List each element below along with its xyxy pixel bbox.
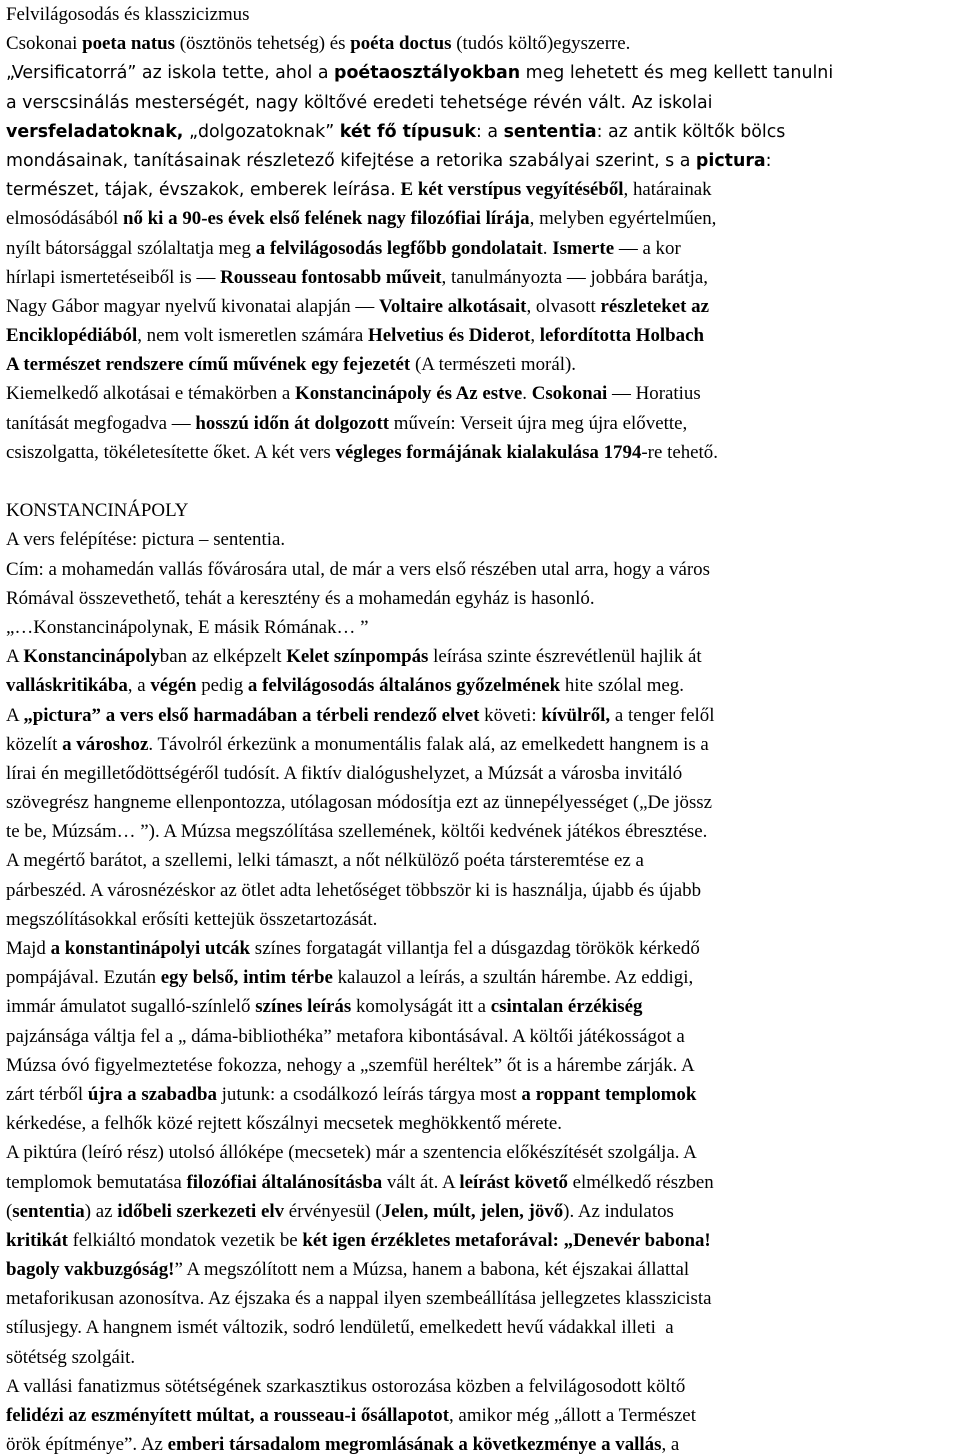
text-run: megszólításokkal erősíti kettejük összetartozását. xyxy=(6,908,378,930)
text-run: , olvasott xyxy=(526,295,601,317)
text-run: „…Konstancinápolynak, E másik Rómának… ” xyxy=(6,616,369,638)
text-run: sötétség szolgáit. xyxy=(6,1346,136,1368)
text-run: Felvilágosodás és klasszicizmus xyxy=(6,4,250,25)
text-run: Nagy Gábor magyar nyelvű kivonatai alapján — xyxy=(6,295,379,317)
text-run: Cím: a mohamedán vallás fővárosára utal, de már a vers első részében utal arra, hogy a város xyxy=(6,558,710,580)
text-run: : a xyxy=(476,121,504,142)
text-line xyxy=(6,1284,954,1313)
text-line xyxy=(6,817,954,846)
text-line xyxy=(6,1401,954,1430)
text-line xyxy=(6,175,954,204)
text-run: A megértő barátot, a szellemi, lelki támaszt, a nőt nélkülöző poéta társteremtése ez a xyxy=(6,850,644,872)
text-run: Majd xyxy=(6,938,51,959)
text-line xyxy=(6,1168,954,1197)
text-line xyxy=(6,992,954,1021)
text-run: Múzsa óvó figyelmeztetése fokozza, nehogy a „szemfül heréltek” őt is a hárembe zárják. A xyxy=(6,1054,695,1076)
text-line xyxy=(6,1109,954,1138)
text-run: lírai én megilletődöttségéről tudósít. A fiktív dialógushelyzet, a Múzsát a városba invitáló xyxy=(6,762,683,784)
text-line xyxy=(6,701,954,730)
text-run: felkiáltó mondatok vezetik be xyxy=(67,1229,303,1251)
text-line xyxy=(6,876,954,905)
text-line xyxy=(6,58,954,87)
text-run: — a kor xyxy=(614,237,681,259)
bold-text-run: versfeladatoknak, xyxy=(6,121,184,142)
text-run: Rómával összevethető, tehát a keresztény és a mohamedán egyház is hasonló. xyxy=(6,587,595,609)
text-run: „Versificatorrá” az iskola tette, ahol a xyxy=(6,63,335,84)
bold-text-run: bagoly vakbuzgóság! xyxy=(6,1259,175,1281)
text-line xyxy=(6,525,954,554)
text-line xyxy=(6,642,954,671)
text-run: . xyxy=(522,383,532,405)
bold-text-run: emberi társadalom megromlásának a következménye a vallás xyxy=(167,1434,662,1454)
text-line xyxy=(6,1313,954,1342)
text-run: — Horatius xyxy=(607,383,701,405)
text-run: csiszolgatta, tökéletesítette őket. A két vers xyxy=(6,441,336,463)
text-run: , tanulmányozta — jobbára barátja, xyxy=(441,266,709,288)
text-run: tanítását megfogadva — xyxy=(6,412,196,434)
bold-text-run: Helvetius és Diderot xyxy=(368,325,531,347)
bold-text-run: Csokonai xyxy=(531,383,608,405)
text-run: természet, tájak, évszakok, emberek leírása. xyxy=(6,180,396,201)
bold-text-run: Konstancinápoly xyxy=(23,646,160,668)
text-run: A vers felépítése: pictura – sententia. xyxy=(6,529,286,551)
text-line xyxy=(6,350,954,379)
text-run: meg lehetett és meg kellett tanulni xyxy=(520,63,834,84)
bold-text-run: a városhoz xyxy=(62,733,149,755)
text-run: pajzánsága váltja fel a „ dáma-bibliothéka” metafora kibontásával. A költői játékosságot a xyxy=(6,1025,685,1047)
bold-text-run: a felvilágosodás általános győzelmének xyxy=(247,675,561,697)
text-line xyxy=(6,905,954,934)
text-line xyxy=(6,204,954,233)
bold-text-run: végleges formájának kialakulása 1794 xyxy=(335,441,642,463)
text-line xyxy=(6,29,954,58)
bold-text-run: két igen érzékletes metaforával: „Denevér babona! xyxy=(302,1229,711,1251)
text-run: pedig xyxy=(196,675,248,697)
text-run: A vallási fanatizmus sötétségének szarkasztikus ostorozása közben a felvilágosodott költő xyxy=(6,1375,686,1397)
text-run: „dolgozatoknak” xyxy=(183,121,340,142)
text-run: . Távolról érkezünk a monumentális falak alá, az emelkedett hangnem is a xyxy=(148,733,709,755)
text-run: vált át. A xyxy=(382,1171,460,1193)
text-line xyxy=(6,788,954,817)
bold-text-run: sententia xyxy=(503,121,597,142)
text-run: metaforikusan azonosítva. Az éjszaka és a nappal ilyen szembeállítása jellegzetes klasszicista xyxy=(6,1288,712,1310)
text-run: mondásainak, tanításainak részletező kifejtése a retorika szabályai szerint, s a xyxy=(6,150,696,171)
text-line xyxy=(6,963,954,992)
text-run: nyílt bátorsággal szólaltatja meg xyxy=(6,237,256,259)
text-run: , amikor még „állott a Természet xyxy=(448,1405,696,1426)
text-run: (ösztönös tehetség) és xyxy=(175,33,351,55)
text-run: színes forgatagát villantja fel a dúsgazdag törökök kérkedő xyxy=(250,938,700,959)
text-run: , a xyxy=(127,675,151,697)
bold-text-run: pictura xyxy=(695,150,766,171)
text-run: kérkedése, a felhők közé rejtett kőszálnyi mecsetek meghökkentő mérete. xyxy=(6,1113,562,1135)
text-run: a tenger felől xyxy=(610,704,715,726)
bold-text-run: Kelet színpompás xyxy=(286,646,429,668)
text-line xyxy=(6,1080,954,1109)
bold-text-run: színes leírás xyxy=(255,996,352,1018)
text-line xyxy=(6,88,954,117)
bold-text-run: újra a szabadba xyxy=(87,1083,217,1105)
text-line xyxy=(6,1255,954,1284)
text-run: : az antik költők bölcs xyxy=(596,121,786,142)
text-run: : xyxy=(765,150,772,171)
bold-text-run: poeta natus xyxy=(82,33,175,55)
text-run: ) az xyxy=(84,1200,118,1222)
text-line xyxy=(6,730,954,759)
bold-text-run: valláskritikába xyxy=(6,675,128,697)
text-run: ” A megszólított nem a Múzsa, hanem a babona, két éjszakai állattal xyxy=(174,1259,690,1281)
bold-text-run: a felvilágosodás legfőbb gondolatait xyxy=(255,237,543,259)
bold-text-run: poétaosztályokban xyxy=(334,63,521,84)
text-run: KONSTANCINÁPOLY xyxy=(6,500,189,522)
bold-text-run: lefordította Holbach xyxy=(539,325,705,347)
text-line xyxy=(6,759,954,788)
text-line xyxy=(6,1138,954,1167)
text-line xyxy=(6,321,954,350)
text-line xyxy=(6,1051,954,1080)
text-line xyxy=(6,584,954,613)
text-line xyxy=(6,146,954,175)
text-line xyxy=(6,1372,954,1401)
text-run: ban az elképzelt xyxy=(159,646,287,668)
text-run: A xyxy=(6,646,24,668)
bold-text-run: nő ki a 90-es évek első felének nagy filozófiai lírája xyxy=(123,208,530,230)
text-line xyxy=(6,671,954,700)
bold-text-run: E két verstípus vegyítéséből xyxy=(400,179,624,201)
text-run: , xyxy=(530,325,540,347)
text-run: templomok bemutatása xyxy=(6,1171,187,1193)
text-line xyxy=(6,263,954,292)
text-run: komolyságát itt a xyxy=(351,996,491,1018)
bold-text-run: hosszú időn át dolgozott xyxy=(195,412,390,434)
text-run: zárt térből xyxy=(6,1083,88,1105)
text-run: A piktúra (leíró rész) utolsó állóképe (mecsetek) már a szentencia előkészítését szolgálja. A xyxy=(6,1142,697,1164)
text-line xyxy=(6,379,954,408)
bold-text-run: kritikát xyxy=(6,1229,68,1251)
text-run: leírása szinte észrevétlenül hajlik át xyxy=(428,646,702,668)
text-run: szövegrész hangneme ellenpontozza, utólagosan módosítja ezt az ünnepélyességet („De jössz xyxy=(6,792,713,814)
bold-text-run: Konstancinápoly és Az estve xyxy=(295,383,523,405)
text-line xyxy=(6,1343,954,1372)
bold-text-run: részleteket az xyxy=(600,295,709,317)
text-line xyxy=(6,496,954,525)
bold-text-run: két fő típusuk xyxy=(339,121,476,142)
text-line xyxy=(6,555,954,584)
text-run: műveín: Verseit újra meg újra elővette, xyxy=(389,412,688,434)
text-run: pompájával. Ezután xyxy=(6,967,161,989)
text-run: immár ámulatot sugalló-színlelő xyxy=(6,996,256,1018)
text-run: A xyxy=(6,704,24,726)
text-run: -re tehető. xyxy=(641,441,718,463)
text-run: hírlapi ismertetéseiből is — xyxy=(6,266,221,288)
bold-text-run: időbeli szerkezeti elv xyxy=(117,1200,285,1222)
text-run: ( xyxy=(6,1200,13,1222)
text-line xyxy=(6,613,954,642)
text-run: a verscsinálás mesterségét, nagy költővé eredeti tehetsége révén vált. xyxy=(6,92,627,113)
text-run: elmosódásából xyxy=(6,208,123,230)
blank-line xyxy=(6,467,954,496)
text-line xyxy=(6,1430,954,1454)
text-run: érvényesül ( xyxy=(284,1200,382,1222)
bold-text-run: Voltaire alkotásait xyxy=(378,295,527,317)
text-run: jutunk: a csodálkozó leírás tárgya most xyxy=(216,1083,522,1105)
text-run: közelít xyxy=(6,733,63,755)
text-run: kalauzol a leírás, a szultán hárembe. Az eddigi, xyxy=(332,967,694,989)
text-run: elmélkedő részben xyxy=(567,1171,714,1193)
bold-text-run: A természet rendszere című művének egy fejezetét xyxy=(6,354,411,376)
text-line xyxy=(6,1197,954,1226)
text-run: hite szólal meg. xyxy=(560,675,684,697)
text-run: örök építménye”. Az xyxy=(6,1434,168,1454)
text-run: , határainak xyxy=(623,179,712,201)
bold-text-run: végén xyxy=(150,675,197,697)
text-run: (tudós költő)egyszerre. xyxy=(451,33,631,55)
text-run: te be, Múzsám… ”). A Múzsa megszólítása szellemének, költői kedvének játékos ébresztése. xyxy=(6,821,708,843)
bold-text-run: a konstantinápolyi utcák xyxy=(50,938,251,959)
text-line xyxy=(6,234,954,263)
text-run: ). Az indulatos xyxy=(563,1200,674,1222)
text-line xyxy=(6,1226,954,1255)
bold-text-run: kívülről, xyxy=(541,704,611,726)
text-line xyxy=(6,409,954,438)
text-run: . xyxy=(542,237,553,259)
bold-text-run: „pictura” a vers első harmadában a térbeli rendező elvet xyxy=(23,704,480,726)
text-line xyxy=(6,292,954,321)
text-line xyxy=(6,438,954,467)
bold-text-run: Jelen, múlt, jelen, jövő xyxy=(381,1200,564,1222)
bold-text-run: egy belső, intim térbe xyxy=(160,967,333,989)
text-run: , nem volt ismeretlen számára xyxy=(137,325,369,347)
bold-text-run: Rousseau fontosabb műveit xyxy=(220,266,442,288)
bold-text-run: leírást követő xyxy=(459,1171,568,1193)
text-run: , a xyxy=(661,1434,680,1454)
text-run: stílusjegy. A hangnem ismét változik, sodró lendületű, emelkedett hevű vádakkal illeti a xyxy=(6,1317,674,1339)
text-run: követi: xyxy=(479,704,542,726)
bold-text-run: Enciklopédiából xyxy=(6,325,138,347)
text-line xyxy=(6,0,954,29)
text-line xyxy=(6,846,954,875)
bold-text-run: sententia xyxy=(12,1200,85,1222)
text-run: párbeszéd. A városnézéskor az ötlet adta lehetőséget többször ki is használja, újabb és újabb xyxy=(6,879,702,901)
bold-text-run: Ismerte xyxy=(552,237,615,259)
bold-text-run: csintalan érzékiség xyxy=(490,996,643,1018)
bold-text-run: felidézi az eszményített múltat, a rousseau-i ősállapotot xyxy=(6,1405,449,1426)
text-line xyxy=(6,1022,954,1051)
bold-text-run: poéta doctus xyxy=(350,33,452,55)
bold-text-run: filozófiai általánosításba xyxy=(186,1171,383,1193)
text-run: Csokonai xyxy=(6,33,83,55)
text-line xyxy=(6,117,954,146)
text-run: Az iskolai xyxy=(626,92,713,113)
text-run: , melyben egyértelműen, xyxy=(529,208,717,230)
text-run: (A természeti morál). xyxy=(410,354,576,376)
text-run: Kiemelkedő alkotásai e témakörben a xyxy=(6,383,296,405)
text-line xyxy=(6,934,954,963)
bold-text-run: a roppant templomok xyxy=(521,1083,697,1105)
